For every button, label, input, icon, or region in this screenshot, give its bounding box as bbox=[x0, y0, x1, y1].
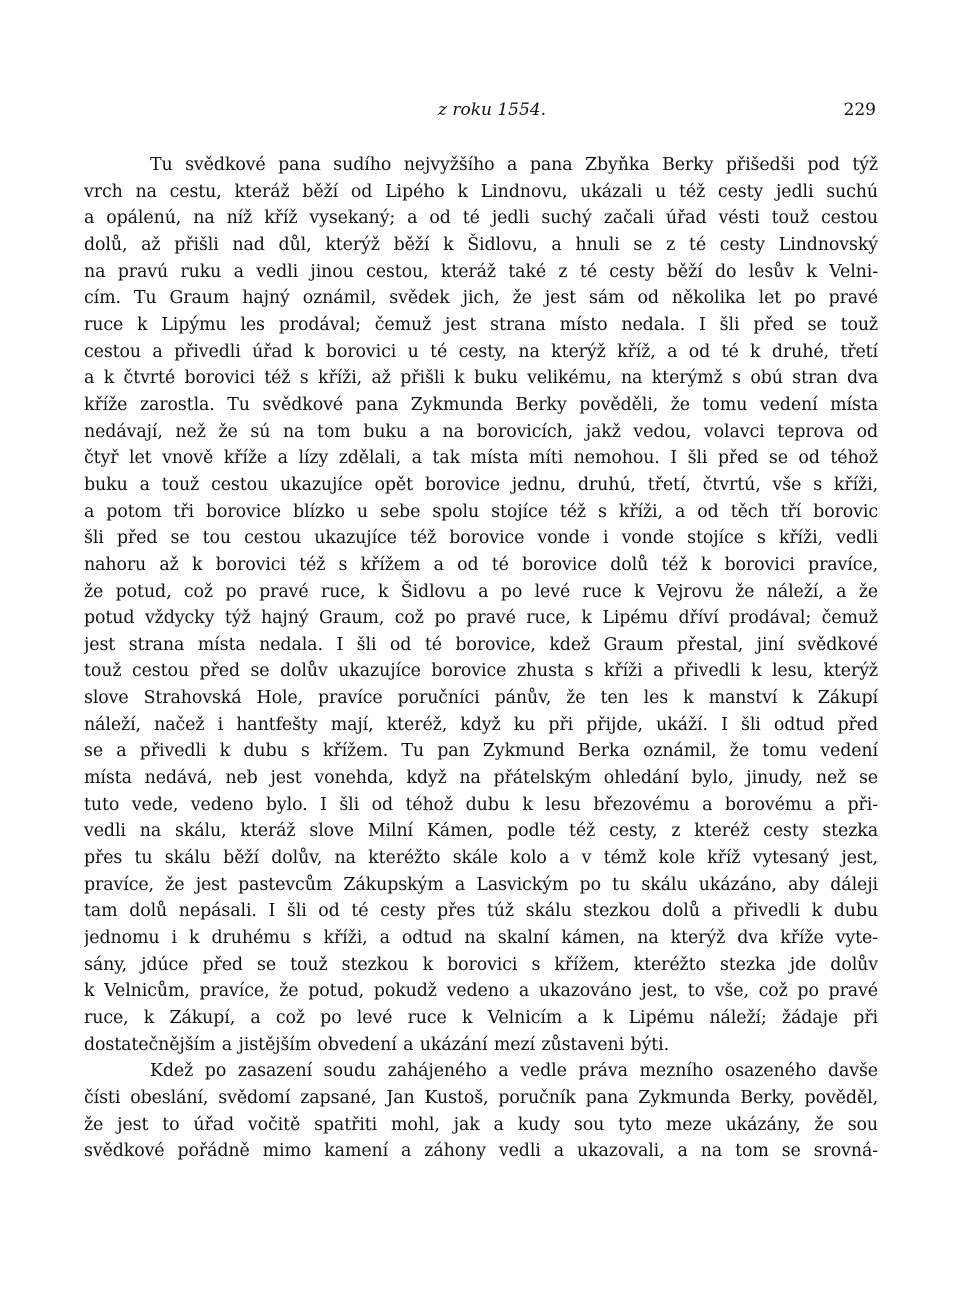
text-line: náleží, načež i hantfešty mají, kteréž, když ku při přijde, ukáží. I šli odtud před bbox=[84, 714, 878, 735]
text-line: a opálenú, na níž kříž vysekaný; a od té jedli suchý začali úřad vésti touž cestou bbox=[84, 208, 878, 229]
text-line: cestou a přivedli úřad k borovici u té cesty, na kterýž kříž, a od té k druhé, třetí bbox=[84, 341, 878, 362]
text-line: a k čtvrté borovici též s kříži, až přišli k buku velikému, na kterýmž s obú stran dva bbox=[84, 368, 878, 389]
running-title: z roku 1554. bbox=[437, 100, 547, 120]
text-line: jednomu i k druhému s kříži, a odtud na skalní kámen, na kterýž dva kříže vyte- bbox=[84, 928, 878, 949]
text-line: že jest to úřad vočitě spatřiti mohl, jak a kudy sou tyto meze ukázány, že sou bbox=[84, 1114, 878, 1135]
text-line: ruce, k Zákupí, a což po levé ruce k Velnicím a k Lipému náleží; žádaje při bbox=[84, 1008, 878, 1028]
page-header bbox=[84, 100, 878, 134]
text-line: pravíce, že jest pastevcům Zákupským a Lasvickým po tu skálu ukázáno, aby dáleji bbox=[84, 874, 878, 895]
text-line: se a přivedli k dubu s křížem. Tu pan Zykmund Berka oznámil, že tomu vedení bbox=[84, 741, 878, 762]
text-line: dolů, až přišli nad důl, kterýž běží k Šidlovu, a hnuli se z té cesty Lindnovský bbox=[84, 234, 878, 255]
book-page bbox=[84, 100, 878, 1165]
text-line: kříže zarostla. Tu svědkové pana Zykmunda Berky pověděli, že tomu vedení místa bbox=[84, 394, 878, 415]
text-line: Kdež po zasazení soudu zahájeného a vedle práva mezního osazeného davše bbox=[150, 1061, 878, 1082]
text-line: Tu svědkové pana sudího nejvyžšího a pana Zbyňka Berky přišedši pod týž bbox=[150, 155, 878, 175]
text-line: že potud, což po pravé ruce, k Šidlovu a po levé ruce k Vejrovu že náleží, a že bbox=[84, 581, 878, 602]
text-line: ruce k Lipýmu les prodával; čemuž jest strana místo nedala. I šli před se touž bbox=[84, 314, 878, 335]
text-line: k Velnicům, pravíce, že potud, pokudž vedeno a ukazováno jest, to vše, což po pravé bbox=[84, 981, 878, 1002]
text-line: potud vždycky týž hajný Graum, což po pravé ruce, k Lipému dříví prodával; čemuž bbox=[84, 608, 878, 629]
text-line: vedli na skálu, kteráž slove Milní Kámen, podle též cesty, z kteréž cesty stezka bbox=[84, 821, 878, 842]
text-line: na pravú ruku a vedli jinou cestou, kteráž také z té cesty běží do lesův k Velni- bbox=[84, 261, 878, 282]
text-line: nedávají, než že sú na tom buku a na borovicích, jakž vedou, volavci teprova od bbox=[84, 421, 878, 442]
text-line: sány, jdúce před se touž stezkou k borovici s křížem, kteréžto stezka jde dolův bbox=[84, 954, 878, 975]
text-line: tam dolů nepásali. I šli od té cesty přes túž skálu stezkou dolů a přivedli k dubu bbox=[84, 901, 878, 922]
text-line: slove Strahovská Hole, pravíce poručníci pánův, že ten les k manství k Zákupí bbox=[84, 688, 878, 709]
text-line: místa nedává, neb jest vonehda, když na přátelským ohledání bylo, jinudy, než se bbox=[84, 768, 878, 789]
text-line: nahoru až k borovici též s křížem a od té borovice dolů též k borovici pravíce, bbox=[84, 554, 878, 575]
text-line: šli před se tou cestou ukazujíce též borovice vonde i vonde stojíce s kříži, vedli bbox=[84, 528, 878, 549]
text-line: přes tu skálu běží dolův, na kteréžto skále kolo a v témž kole kříž vytesaný jest, bbox=[84, 848, 878, 869]
text-line: touž cestou před se dolův ukazujíce borovice zhusta s kříži a přivedli k lesu, kterýž bbox=[84, 661, 878, 682]
text-line: a potom tři borovice blízko u sebe spolu stojíce též s kříži, a od těch tří borovic bbox=[84, 501, 878, 522]
text-line: dostatečnějším a jistějším obvedení a ukázání mezí zůstaveni býti. bbox=[84, 1034, 670, 1055]
text-line: vrch na cestu, kteráž běží od Lipého k Lindnovu, ukázali u též cesty jedli suchú bbox=[84, 181, 878, 202]
body-text bbox=[84, 152, 878, 1165]
text-line: cím. Tu Graum hajný oznámil, svědek jich, že jest sám od několika let po pravé bbox=[84, 288, 878, 309]
text-line: tuto vede, vedeno bylo. I šli od téhož dubu k lesu březovému a borovému a při- bbox=[84, 794, 878, 815]
text-line: čísti obeslání, svědomí zapsané, Jan Kustoš, poručník pana Zykmunda Berky, pověděl, bbox=[84, 1087, 878, 1108]
text-line: svědkové pořádně mimo kamení a záhony vedli a ukazovali, a na tom se srovná- bbox=[84, 1141, 878, 1162]
text-line: buku a touž cestou ukazujíce opět borovice jednu, druhú, třetí, čtvrtú, vše s kříži, bbox=[84, 474, 878, 495]
text-line: čtyř let vnově kříže a lízy zdělali, a tak místa míti nemohou. I šli před se od téhož bbox=[84, 448, 878, 469]
text-line: jest strana místa nedala. I šli od té borovice, kdež Graum přestal, jiní svědkové bbox=[84, 634, 878, 655]
page-number: 229 bbox=[843, 100, 876, 120]
